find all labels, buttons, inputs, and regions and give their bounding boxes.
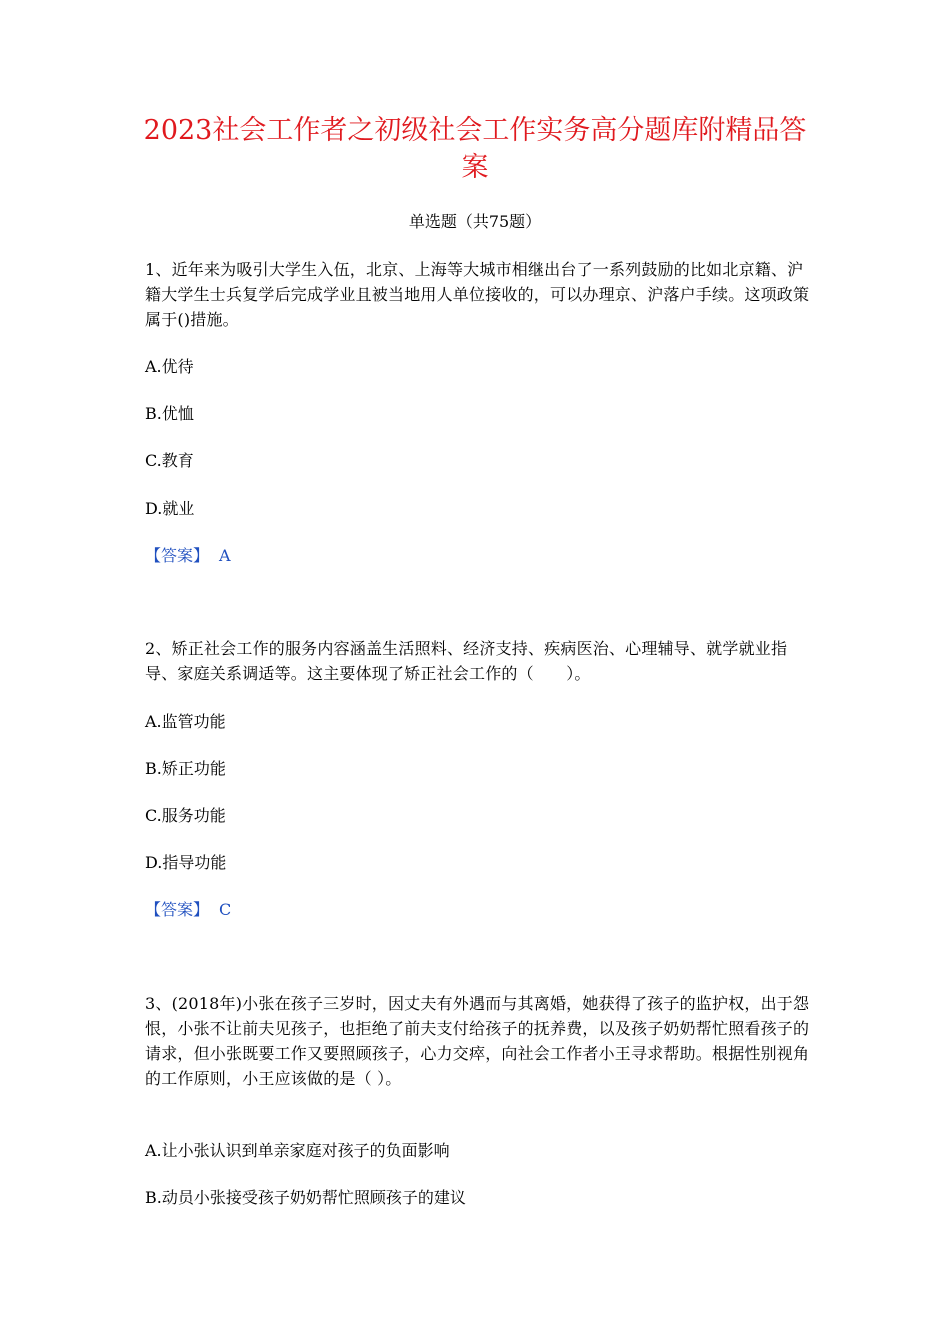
option-c: C.服务功能 xyxy=(145,806,226,825)
option-b: B.优恤 xyxy=(145,404,194,423)
option-a: A.优待 xyxy=(145,357,194,376)
answer-row xyxy=(145,544,231,568)
option-b: B.矫正功能 xyxy=(145,759,226,778)
option-d: D.就业 xyxy=(145,499,195,518)
question-1 xyxy=(145,257,810,332)
option-b: B.动员小张接受孩子奶奶帮忙照顾孩子的建议 xyxy=(145,1188,466,1207)
answer-label: 【答案】 xyxy=(145,900,210,919)
answer-label: 【答案】 xyxy=(145,546,210,565)
document-title: 2023社会工作者之初级社会工作实务高分题库附精品答案 xyxy=(143,115,807,183)
question-text: 1、近年来为吸引大学生入伍，北京、上海等大城市相继出台了一系列鼓励的比如北京籍、沪籍大学生士兵复学后完成学业且被当地用人单位接收的，可以办理京、沪落户手续。这项政策属于()措施。 xyxy=(145,260,810,329)
question-text: 2、矫正社会工作的服务内容涵盖生活照料、经济支持、疾病医治、心理辅导、就学就业指导、家庭关系调适等。这主要体现了矫正社会工作的（ ）。 xyxy=(145,639,788,683)
answer-value: A xyxy=(219,546,231,565)
answer-row xyxy=(145,898,231,922)
option-c: C.教育 xyxy=(145,451,194,470)
option-d: D.指导功能 xyxy=(145,853,227,872)
question-text: 3、(2018年)小张在孩子三岁时，因丈夫有外遇而与其离婚，她获得了孩子的监护权，出于怨恨，小张不让前夫见孩子，也拒绝了前夫支付给孩子的抚养费，以及孩子奶奶帮忙照看孩子的请求，但小张既要工作又要照顾孩子，心力交瘁，向社会工作者小王寻求帮助。根据性别视角的工作原则，小王应该做的是（ ）。 xyxy=(145,994,810,1088)
answer-value: C xyxy=(219,900,232,919)
question-3 xyxy=(145,991,810,1091)
option-a: A.监管功能 xyxy=(145,712,226,731)
section-heading: 单选题（共75题） xyxy=(408,212,542,231)
question-2 xyxy=(145,636,810,686)
option-a: A.让小张认识到单亲家庭对孩子的负面影响 xyxy=(145,1141,450,1160)
